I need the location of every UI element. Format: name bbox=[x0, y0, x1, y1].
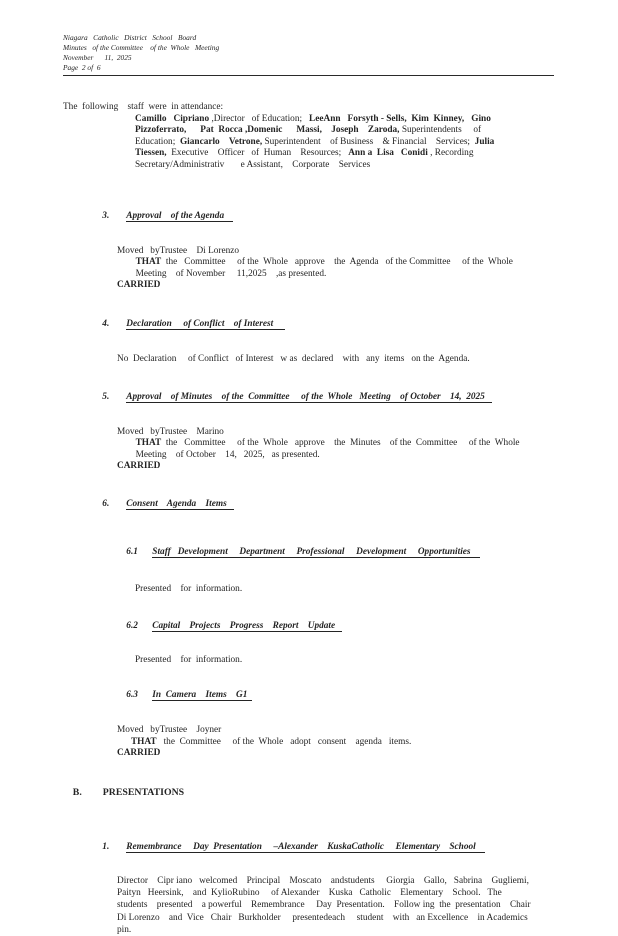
section-3-motion bbox=[117, 246, 554, 292]
section-6-2-title: Capital Projects Progress Report Update bbox=[152, 620, 343, 631]
text-line: Meeting of November 11,2025 ,as presented. bbox=[117, 268, 327, 279]
text-line: No Declaration of Conflict of Interest w as declared with any items on the Agenda. bbox=[117, 353, 470, 364]
text-line: Camillo Cipriano ,Director of Education; LeeAnn Forsyth - Sells, Kim Kinney, Gino bbox=[135, 113, 491, 124]
section-6-1-heading bbox=[117, 534, 554, 570]
attendance-list bbox=[135, 114, 554, 172]
text-line: Education; Giancarlo Vetrone, Superintendent of Business & Financial Services; Julia bbox=[135, 136, 495, 147]
section-4-title: Declaration of Conflict of Interest bbox=[126, 318, 285, 329]
section-6-title: Consent Agenda Items bbox=[126, 498, 234, 509]
section-5-title: Approval of Minutes of the Committee of the Whole Meeting of October 14, 2025 bbox=[126, 391, 492, 402]
header-line-page-number: Page 2 of 6 bbox=[63, 63, 101, 72]
section-6-3-number: 6.3 bbox=[126, 690, 138, 701]
presentation-1-number: 1. bbox=[102, 841, 110, 852]
text-line: pin. bbox=[117, 925, 132, 936]
section-5-motion bbox=[117, 427, 554, 473]
text-line: Paityn Heersink, and KylioRubino of Alexander Kuska Catholic Elementary School. The bbox=[117, 888, 502, 899]
text-line: Secretary/Administrativ e Assistant, Corporate Services bbox=[135, 159, 371, 170]
part-b-letter: B. bbox=[72, 786, 82, 798]
presentation-1-heading bbox=[93, 829, 554, 865]
text-line: CARRIED bbox=[117, 280, 161, 291]
text-line: Presented for information. bbox=[135, 654, 243, 665]
header-line-document-title: Minutes of the Committee of the Whole Meeting bbox=[63, 43, 220, 52]
section-4-heading bbox=[93, 306, 554, 342]
text-line: Moved byTrustee Joyner bbox=[117, 725, 222, 736]
part-b-heading bbox=[63, 773, 554, 812]
section-6-heading bbox=[93, 486, 554, 522]
text-line: THAT the Committee of the Whole approve the Minutes of the Committee of the Whole bbox=[135, 438, 520, 449]
header-rule bbox=[63, 75, 554, 76]
text-line: Di Lorenzo and Vice Chair Burkholder presentedeach student with an Excellence in Academics bbox=[117, 912, 528, 923]
text-line: Moved byTrustee Marino bbox=[117, 426, 224, 437]
section-4-body bbox=[117, 354, 554, 366]
text-line: Meeting of October 14, 2025, as presented. bbox=[117, 449, 320, 460]
text-line: Director Cipr iano welcomed Principal Moscato andstudents Giorgia Gallo, Sabrina Gugliemi, bbox=[117, 875, 529, 886]
page-header bbox=[63, 33, 554, 73]
text-line: CARRIED bbox=[117, 461, 161, 472]
text-line: THAT the Committee of the Whole adopt consent agenda items. bbox=[130, 736, 412, 747]
text-line: Pizzoferrato, Pat Rocca ,Domenic Massi, Joseph Zaroda, Superintendents of bbox=[135, 125, 482, 136]
text-line: Presented for information. bbox=[135, 583, 243, 594]
section-5-number: 5. bbox=[102, 391, 110, 402]
text-line: Tiessen, Executive Officer of Human Resources; Ann a Lisa Conidi , Recording bbox=[135, 148, 474, 159]
part-b-title: PRESENTATIONS bbox=[102, 786, 185, 798]
section-6-3-motion bbox=[117, 725, 554, 760]
section-3-heading bbox=[93, 198, 554, 234]
section-6-1-number: 6.1 bbox=[126, 546, 138, 557]
section-6-1-body bbox=[135, 584, 554, 596]
header-line-date: November 11, 2025 bbox=[63, 53, 132, 62]
section-6-3-heading bbox=[117, 677, 554, 713]
section-6-3-title: In Camera Items G1 bbox=[152, 690, 252, 701]
section-6-1-title: Staff Development Department Professional Development Opportunities bbox=[152, 546, 480, 557]
header-line-board-name: Niagara Catholic District School Board bbox=[63, 33, 197, 42]
text-line: Moved byTrustee Di Lorenzo bbox=[117, 245, 240, 256]
section-6-2-body bbox=[135, 655, 554, 667]
section-3-title: Approval of the Agenda bbox=[126, 210, 234, 221]
section-6-2-heading bbox=[117, 608, 554, 644]
attendance-intro: The following staff were in attendance: bbox=[63, 102, 224, 112]
section-6-2-number: 6.2 bbox=[126, 620, 138, 631]
text-line: CARRIED bbox=[117, 748, 161, 759]
section-4-number: 4. bbox=[102, 318, 110, 329]
section-6-number: 6. bbox=[102, 498, 110, 509]
section-3-number: 3. bbox=[102, 210, 110, 221]
presentation-1-title: Remembrance Day Presentation –Alexander KuskaCatholic Elementary School bbox=[126, 841, 486, 852]
presentation-1-paragraph bbox=[117, 875, 554, 936]
text-line: THAT the Committee of the Whole approve the Agenda of the Committee of the Whole bbox=[135, 257, 513, 268]
section-5-heading bbox=[93, 379, 554, 415]
text-line: students presented a powerful Remembrance Day Presentation. Follow ing the presentation Chair bbox=[117, 900, 531, 911]
